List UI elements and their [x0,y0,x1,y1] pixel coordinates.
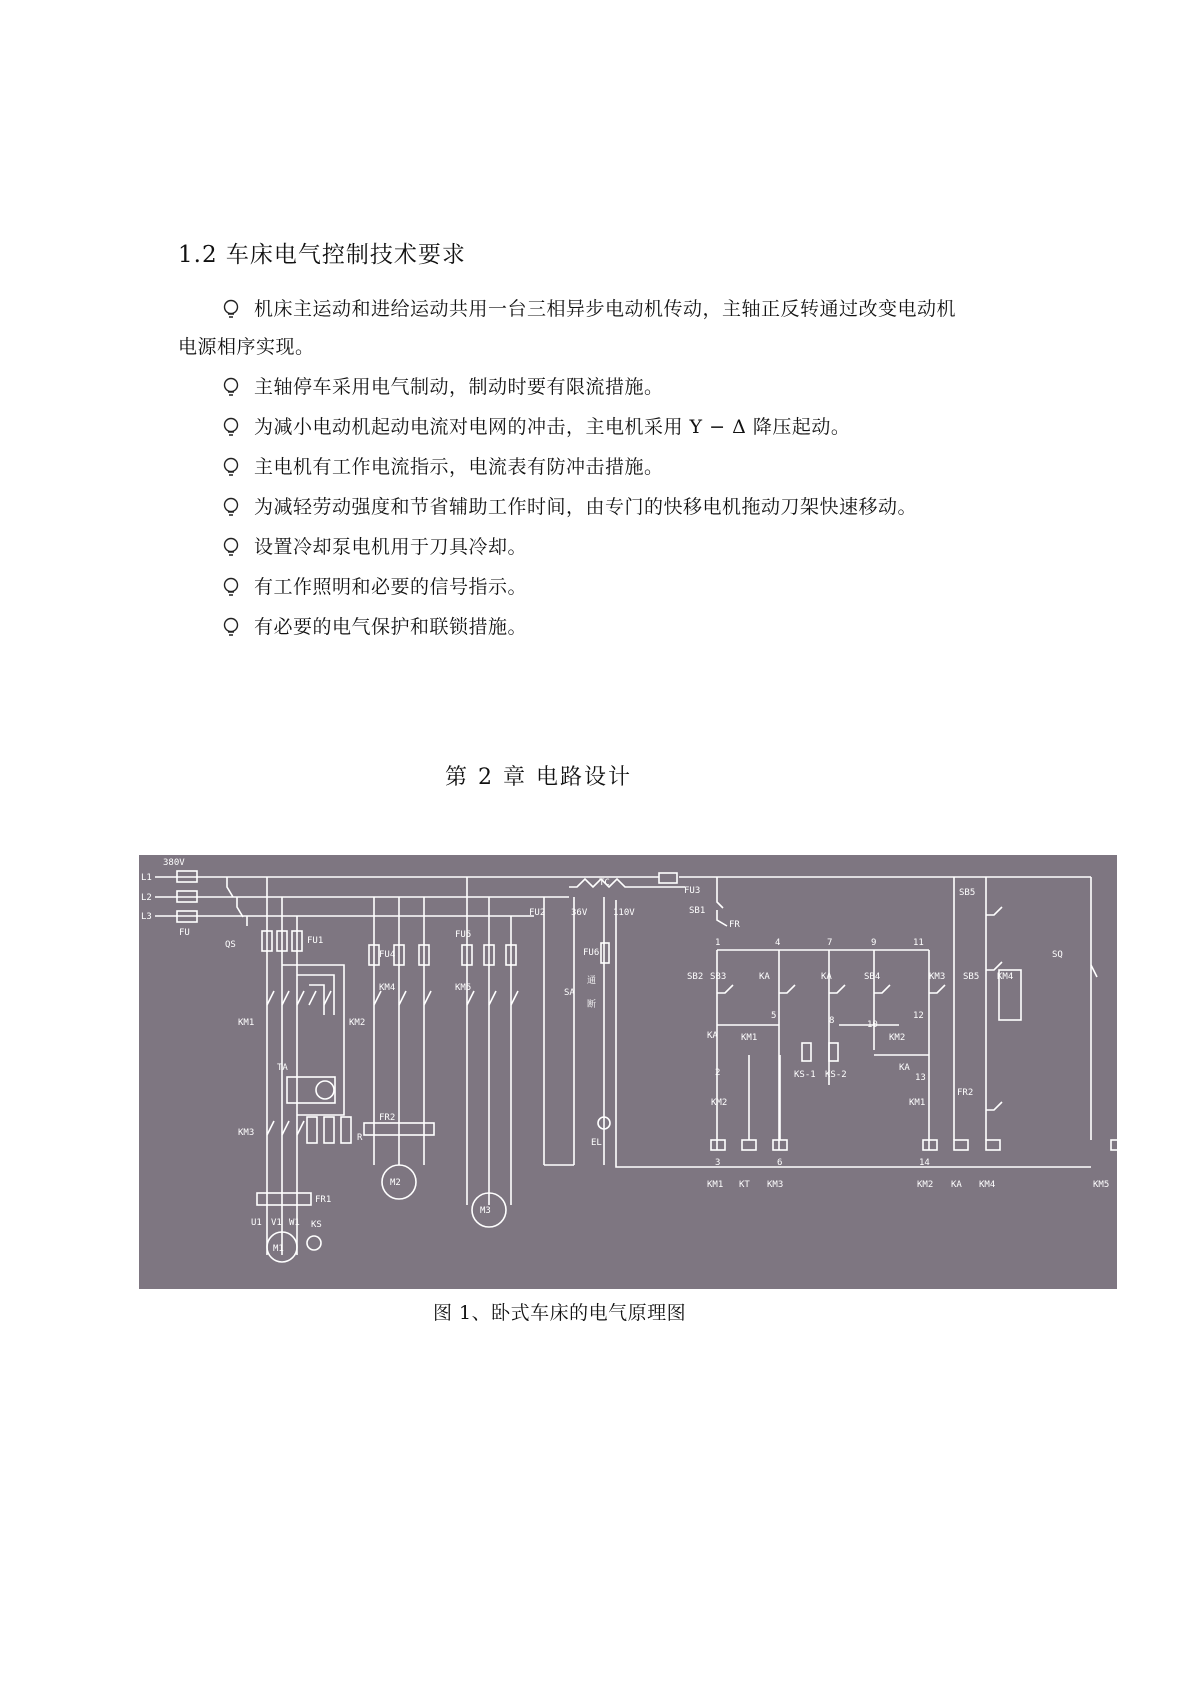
label-km4: KM4 [379,983,396,993]
label-qs: QS [225,940,236,950]
label-km2: KM2 [349,1018,366,1028]
label-ka-1: KA [759,972,770,982]
node-1: 1 [715,938,721,948]
node-5: 5 [771,1011,777,1021]
label-r: R [357,1133,363,1143]
label-km1: KM1 [238,1018,255,1028]
list-item [178,574,1038,614]
list-item [178,296,1038,336]
label-duan: 断 [587,1000,597,1010]
label-ks: KS [311,1220,322,1230]
label-36v: 36V [571,908,588,918]
label-l2: L2 [141,893,152,903]
node-12: 12 [913,1011,924,1021]
list-item [178,494,1038,534]
bulb-bullet-icon [222,494,240,520]
label-sa: SA [564,988,575,998]
list-item [178,614,1038,654]
bulb-bullet-icon [222,454,240,480]
label-m3: M3 [480,1206,491,1216]
label-fr2-ctrl: FR2 [957,1088,974,1098]
label-fu2: FU2 [529,908,546,918]
label-km2-ctrl: KM2 [889,1033,906,1043]
label-km1-ctrl: KM1 [741,1033,758,1043]
node-10: 10 [867,1020,878,1030]
label-fr1: FR1 [315,1195,332,1205]
chapter-title: 第 2 章 电路设计 [445,765,632,790]
coil-label-km1: KM1 [707,1180,724,1190]
coil-label-kt: KT [739,1180,750,1190]
list-item-text: 为减小电动机起动电流对电网的冲击，主电机采用 Y − Δ 降压起动。 [254,416,851,438]
list-item-text: 机床主运动和进给运动共用一台三相异步电动机传动，主轴正反转通过改变电动机 [254,298,957,320]
node-11: 11 [913,938,924,948]
section-heading: 1.2 车床电气控制技术要求 [178,242,466,268]
label-l3: L3 [141,912,152,922]
coil-label-ka: KA [951,1180,962,1190]
label-l1: L1 [141,873,152,883]
label-sb4: SB4 [864,972,881,982]
bulb-bullet-icon [222,614,240,640]
label-el: EL [591,1138,602,1148]
label-ka-2: KA [821,972,832,982]
node-4: 4 [775,938,781,948]
label-sb1: SB1 [689,906,706,916]
label-ks2: KS-2 [825,1070,847,1080]
label-sq: SQ [1052,950,1063,960]
list-item [178,414,1038,454]
label-fu5: FU5 [455,930,472,940]
label-v1: V1 [271,1218,282,1228]
bulb-bullet-icon [222,534,240,560]
coil-label-km2: KM2 [917,1180,934,1190]
label-km3-ctrl: KM3 [929,972,946,982]
node-13: 13 [915,1073,926,1083]
node-7: 7 [827,938,833,948]
node-3: 3 [715,1158,721,1168]
coil-label-km3: KM3 [767,1180,784,1190]
list-item-text: 有必要的电气保护和联锁措施。 [254,616,528,638]
label-u1: U1 [251,1218,262,1228]
circuit-diagram [139,855,1117,1289]
list-item-text: 为减轻劳动强度和节省辅助工作时间，由专门的快移电机拖动刀架快速移动。 [254,496,918,518]
label-fu4: FU4 [379,950,396,960]
label-fr: FR [729,920,740,930]
label-ka-3: KA [707,1031,718,1041]
label-fu6: FU6 [583,948,600,958]
label-fu: FU [179,928,190,938]
label-km4-ctrl: KM4 [997,972,1014,982]
label-tc: TC [599,878,610,888]
bulb-bullet-icon [222,296,240,322]
label-sb2: SB2 [687,972,704,982]
label-380v: 380V [163,858,185,868]
list-item-continuation: 电源相序实现。 [178,336,315,358]
node-6: 6 [777,1158,783,1168]
requirements-list [178,296,1038,654]
bulb-bullet-icon [222,374,240,400]
list-item-text: 有工作照明和必要的信号指示。 [254,576,528,598]
list-item [178,534,1038,574]
label-w1: W1 [289,1218,300,1228]
node-2: 2 [715,1068,721,1078]
label-sb6: SB5 [963,972,980,982]
list-item [178,374,1038,414]
label-fu3: FU3 [684,886,701,896]
label-km5: KM5 [455,983,472,993]
label-fr2: FR2 [379,1113,396,1123]
label-ks1: KS-1 [794,1070,816,1080]
label-m1: M1 [273,1244,284,1254]
list-item-text: 主轴停车采用电气制动，制动时要有限流措施。 [254,376,664,398]
label-110v: 110V [613,908,635,918]
label-km3: KM3 [238,1128,255,1138]
figure-caption: 图 1、卧式车床的电气原理图 [433,1302,687,1324]
list-item-text: 设置冷却泵电机用于刀具冷却。 [254,536,528,558]
coil-label-km4: KM4 [979,1180,996,1190]
label-tong: 通 [587,976,597,986]
node-14: 14 [919,1158,930,1168]
label-ta: TA [277,1063,288,1073]
bulb-bullet-icon [222,414,240,440]
label-sb5: SB5 [959,888,976,898]
label-sb3: SB3 [710,972,727,982]
label-km1-ctrl-b: KM1 [909,1098,926,1108]
label-m2: M2 [390,1178,401,1188]
label-ka-4: KA [899,1063,910,1073]
list-item-text: 主电机有工作电流指示，电流表有防冲击措施。 [254,456,664,478]
coil-label-km5: KM5 [1093,1180,1110,1190]
label-fu1: FU1 [307,936,324,946]
label-km2-ctrl-b: KM2 [711,1098,728,1108]
list-item [178,454,1038,494]
node-9: 9 [871,938,877,948]
bulb-bullet-icon [222,574,240,600]
node-8: 8 [829,1016,835,1026]
